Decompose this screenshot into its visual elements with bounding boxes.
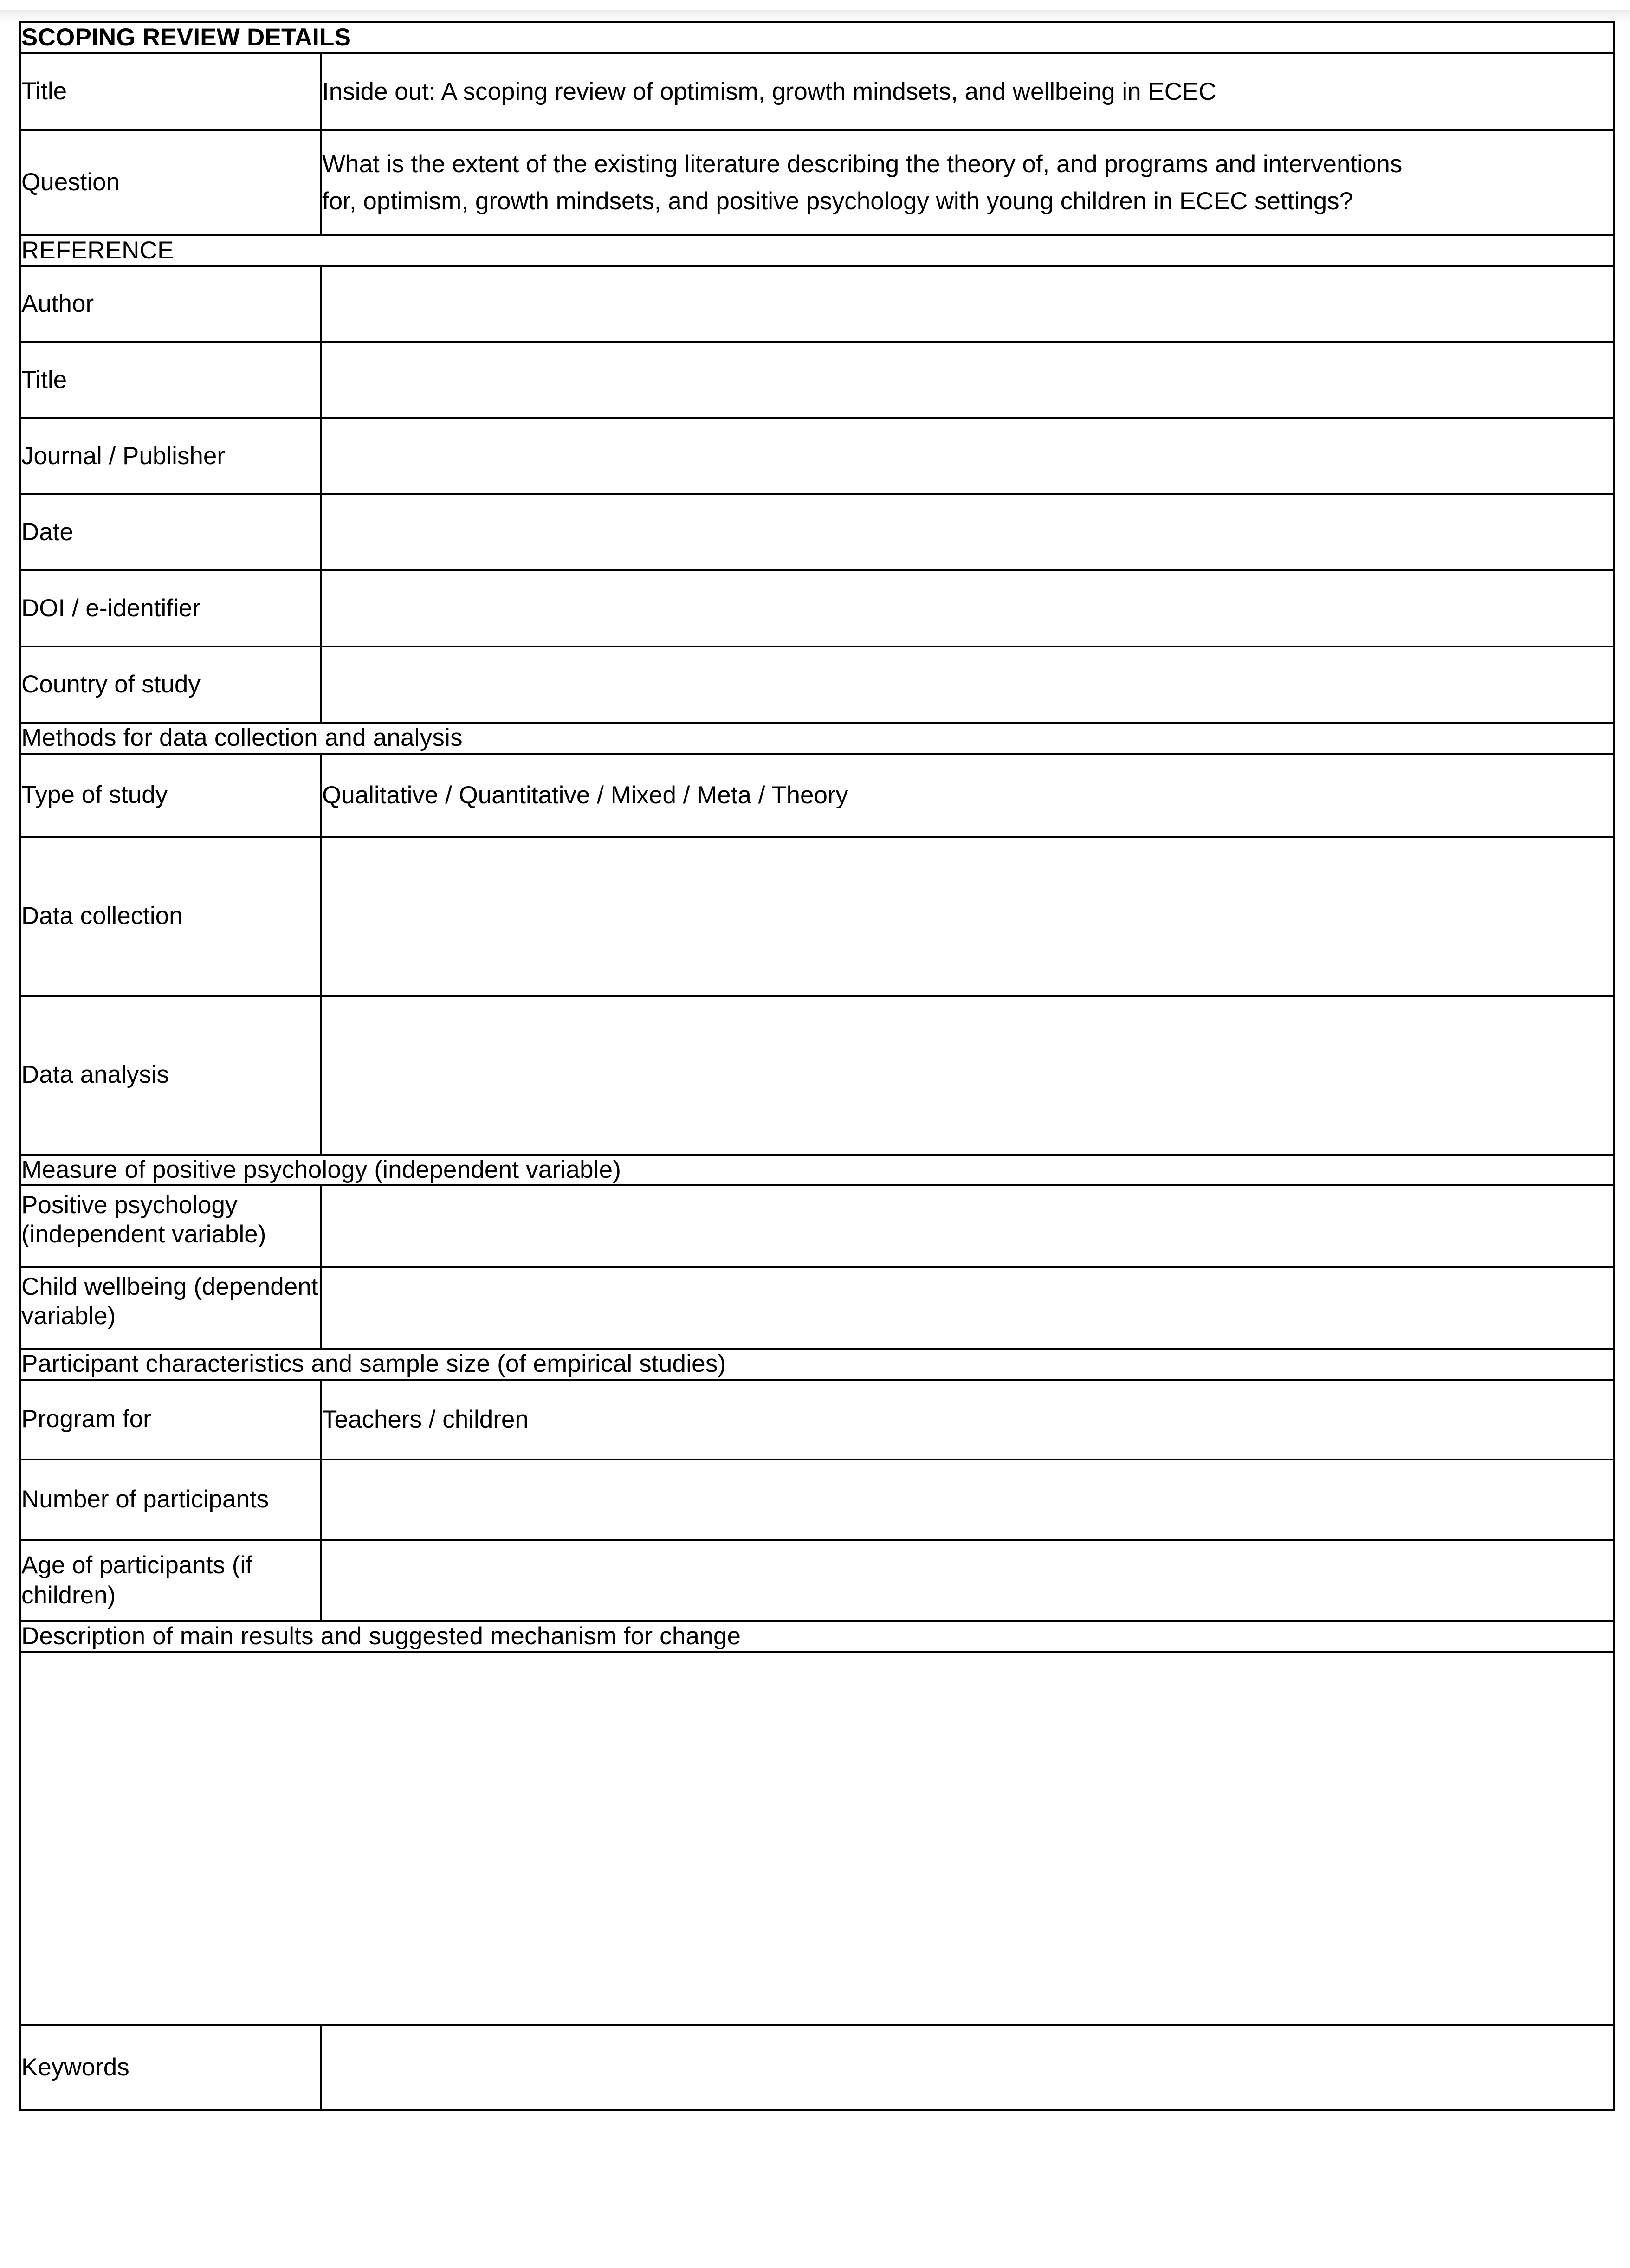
- field-label-number-of-participants: [20, 1460, 321, 1540]
- table-row-type-of-study: [20, 754, 1614, 837]
- field-value-keywords[interactable]: [321, 2025, 1614, 2110]
- table-row-review-title: [20, 53, 1614, 130]
- field-value-data-collection[interactable]: [321, 837, 1614, 996]
- section-heading-description-of-main-results: Description of main results and suggested mechanism for change: [20, 1621, 1614, 1652]
- table-row-reference-journal-publisher: [20, 418, 1614, 494]
- section-header-row-reference: [20, 235, 1614, 266]
- field-label-reference-title: Title: [20, 342, 321, 418]
- section-header-row-description: [20, 1621, 1614, 1652]
- table-row-reference-doi: [20, 570, 1614, 646]
- field-value-review-title[interactable]: Inside out: A scoping review of optimism, growth mindsets, and wellbeing in ECEC: [321, 53, 1614, 130]
- field-label-number-of-participants-line-1: Number of: [21, 1486, 136, 1513]
- field-label-child-wellbeing-dv-line-3: variable): [21, 1302, 116, 1330]
- field-label-review-question: Question: [20, 130, 321, 235]
- section-heading-reference: REFERENCE: [20, 235, 1614, 266]
- field-value-positive-psychology-iv[interactable]: [321, 1185, 1614, 1267]
- section-header-row-measure: [20, 1155, 1614, 1186]
- field-label-keywords: Keywords: [20, 2025, 321, 2110]
- field-label-positive-psychology-iv-line-3: variable): [172, 1220, 266, 1248]
- table-row-reference-country: [20, 646, 1614, 723]
- field-label-child-wellbeing-dv-line-2: (dependent: [194, 1273, 318, 1301]
- table-row-review-question: [20, 130, 1614, 235]
- table-row-data-analysis: [20, 996, 1614, 1155]
- table-row-program-for: [20, 1380, 1614, 1460]
- field-label-positive-psychology-iv: [20, 1185, 321, 1267]
- table-row-data-collection: [20, 837, 1614, 996]
- table-row-description-body: [20, 1652, 1614, 2025]
- section-heading-measure-of-positive-psychology: Measure of positive psychology (independent variable): [20, 1155, 1614, 1186]
- field-label-program-for: Program for: [20, 1380, 321, 1460]
- section-header-row-methods: [20, 723, 1614, 754]
- section-heading-participant-characteristics: Participant characteristics and sample size (of empirical studies): [20, 1349, 1614, 1380]
- field-label-positive-psychology-iv-line-1: Positive psychology: [21, 1191, 238, 1219]
- table-row-reference-date: [20, 494, 1614, 570]
- field-label-age-of-participants-line-2: children): [21, 1581, 116, 1609]
- field-label-child-wellbeing-dv-line-1: Child wellbeing: [21, 1273, 187, 1301]
- field-options-type-of-study[interactable]: Qualitative / Quantitative / Mixed / Meta / Theory: [321, 754, 1614, 837]
- scoping-review-extraction-table: [19, 21, 1615, 2111]
- table-row-age-of-participants: [20, 1540, 1614, 1621]
- field-value-child-wellbeing-dv[interactable]: [321, 1267, 1614, 1349]
- field-label-data-collection: Data collection: [20, 837, 321, 996]
- field-value-reference-journal-publisher[interactable]: [321, 418, 1614, 494]
- field-label-reference-doi: DOI / e-identifier: [20, 570, 321, 646]
- field-label-reference-date: Date: [20, 494, 321, 570]
- scoping-review-form-sheet: [19, 21, 1613, 2111]
- section-heading-methods: Methods for data collection and analysis: [20, 723, 1614, 754]
- field-value-review-question-line-1: What is the extent of the existing literature describing the theory of, and programs and interventions: [322, 150, 1403, 178]
- table-row-number-of-participants: [20, 1460, 1614, 1540]
- table-row-child-wellbeing-dv: [20, 1267, 1614, 1349]
- section-header-row-scoping-review-details: [20, 22, 1614, 53]
- table-row-positive-psychology-iv: [20, 1185, 1614, 1267]
- table-row-reference-title: [20, 342, 1614, 418]
- field-label-data-analysis: Data analysis: [20, 996, 321, 1155]
- field-value-data-analysis[interactable]: [321, 996, 1614, 1155]
- table-row-reference-author: [20, 266, 1614, 342]
- field-value-description-of-main-results[interactable]: [20, 1652, 1614, 2025]
- field-label-reference-author: Author: [20, 266, 321, 342]
- field-value-reference-title[interactable]: [321, 342, 1614, 418]
- field-value-review-question[interactable]: [321, 130, 1614, 235]
- field-label-reference-journal-publisher: Journal / Publisher: [20, 418, 321, 494]
- section-heading-scoping-review-details: SCOPING REVIEW DETAILS: [20, 22, 1614, 53]
- field-value-reference-doi[interactable]: [321, 570, 1614, 646]
- field-value-reference-author[interactable]: [321, 266, 1614, 342]
- field-label-child-wellbeing-dv: [20, 1267, 321, 1349]
- field-value-reference-date[interactable]: [321, 494, 1614, 570]
- field-value-age-of-participants[interactable]: [321, 1540, 1614, 1621]
- field-label-review-title: Title: [20, 53, 321, 130]
- field-label-age-of-participants: [20, 1540, 321, 1621]
- field-options-program-for[interactable]: Teachers / children: [321, 1380, 1614, 1460]
- field-label-reference-country-of-study: Country of study: [20, 646, 321, 723]
- section-header-row-participants: [20, 1349, 1614, 1380]
- page-top-edge-band: [0, 10, 1630, 21]
- field-label-type-of-study: Type of study: [20, 754, 321, 837]
- field-value-number-of-participants[interactable]: [321, 1460, 1614, 1540]
- table-row-keywords: [20, 2025, 1614, 2110]
- field-label-number-of-participants-line-2: participants: [143, 1486, 269, 1513]
- field-value-reference-country-of-study[interactable]: [321, 646, 1614, 723]
- field-value-review-question-line-2: for, optimism, growth mindsets, and positive psychology with young children in ECEC settings?: [322, 187, 1353, 215]
- field-label-positive-psychology-iv-line-2: (independent: [21, 1220, 165, 1248]
- field-label-age-of-participants-line-1: Age of participants (if: [21, 1551, 252, 1579]
